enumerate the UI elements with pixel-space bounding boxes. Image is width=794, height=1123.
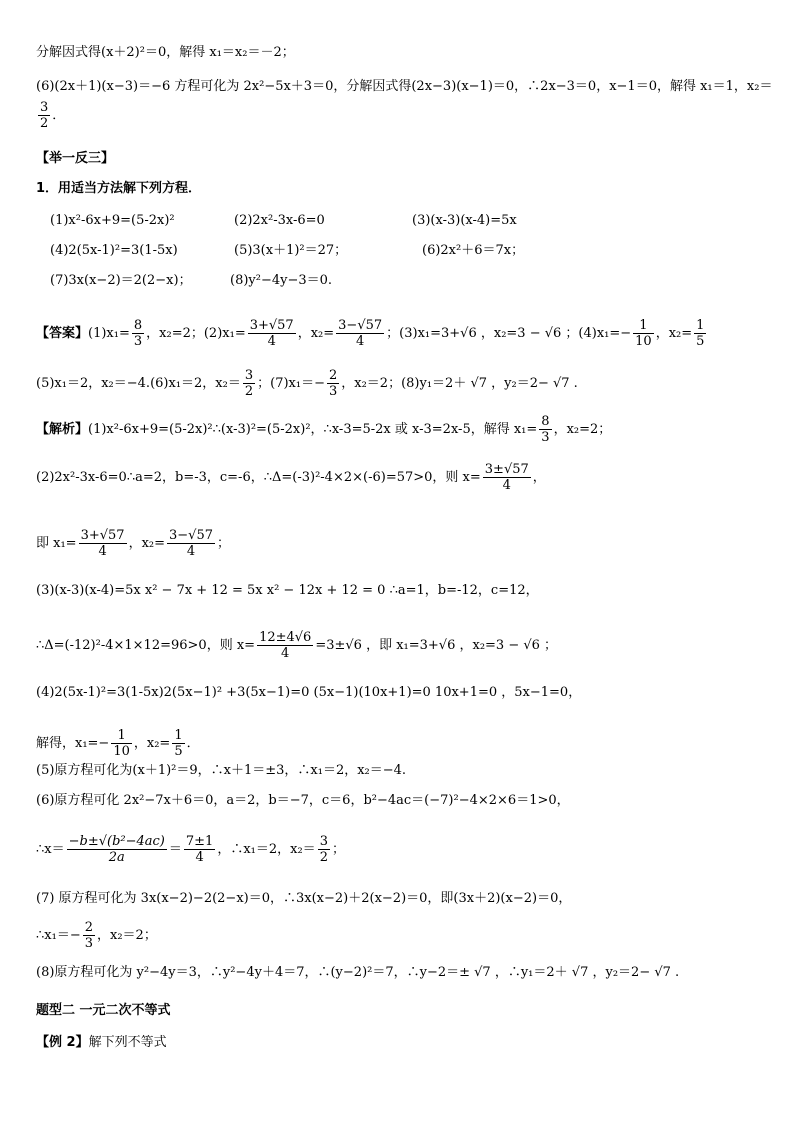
numerator: 1 xyxy=(111,728,132,744)
denominator: 5 xyxy=(696,334,705,349)
denominator: 4 xyxy=(356,334,365,349)
text: ，x₂=2； xyxy=(553,422,612,437)
numerator: 3−√57 xyxy=(338,318,383,333)
text: 解下列不等式 xyxy=(88,1035,167,1050)
numerator: 3 xyxy=(244,368,254,383)
problem: (2)2x²-3x-6=0 xyxy=(234,213,325,228)
text: (2)2x²-3x-6=0∴a=2，b=-3，c=-6，∴Δ=(-3)²-4×2×(-6)=57>0，则 x= xyxy=(36,470,481,485)
denominator: 4 xyxy=(195,850,204,865)
numerator: 12±4√6 xyxy=(259,630,312,645)
denominator: 2 xyxy=(319,850,328,865)
denominator: 4 xyxy=(267,334,276,349)
text: ． xyxy=(52,108,66,123)
denominator: 10 xyxy=(635,334,652,349)
denominator: 3 xyxy=(133,334,143,349)
denominator: 4 xyxy=(98,544,107,559)
numerator: 3+√57 xyxy=(80,528,125,543)
denominator: 4 xyxy=(186,544,196,559)
text: ，x₂= xyxy=(297,326,335,341)
solution-line: (6)原方程可化 2x²−7x＋6＝0，a＝2，b＝−7，c＝6，b²−4ac＝(−7)²−4×2×6＝1>0， xyxy=(36,793,570,808)
solution-line xyxy=(36,462,546,493)
denominator: 5 xyxy=(174,744,183,759)
text: 即 x₁= xyxy=(36,536,77,551)
text: (1)x²-6x+9=(5-2x)²∴(x-3)²=(5-2x)²，∴x-3=5-2x 或 x-3=2x-5，解得 x₁= xyxy=(88,422,538,437)
solution-line: (3)(x-3)(x-4)=5x x² − 7x + 12 = 5x x² − 12x + 12 = 0 ∴a=1，b=-12，c=12， xyxy=(36,583,539,598)
text: ，x₂=2；(2)x₁= xyxy=(146,326,246,341)
fraction-line xyxy=(36,100,65,131)
solution-line xyxy=(36,920,157,951)
text: ，x₂= xyxy=(133,736,171,751)
text: ＝ xyxy=(168,842,182,857)
denominator: 3 xyxy=(84,936,93,951)
text: ∴Δ=(-12)²-4×1×12=96>0，则 x= xyxy=(36,638,256,653)
solution-line: (5)原方程可化为(x＋1)²＝9，∴x＋1＝±3，∴x₁＝2，x₂＝−4. xyxy=(36,763,407,778)
numerator: 2 xyxy=(84,920,93,935)
denominator: 4 xyxy=(502,478,511,493)
solution-label: 【解析】 xyxy=(36,422,89,437)
denominator: 2 xyxy=(244,384,254,399)
text: ． xyxy=(186,736,200,751)
solution-line xyxy=(36,528,230,559)
problem: (6)2x²＋6＝7x； xyxy=(422,243,525,258)
numerator: 1 xyxy=(174,728,183,743)
text: ；(7)x₁＝− xyxy=(257,376,325,391)
denominator: 3 xyxy=(328,384,338,399)
text: ， xyxy=(532,470,546,485)
problem: (1)x²-6x+9=(5-2x)² xyxy=(50,213,175,228)
answer-label: 【答案】 xyxy=(36,326,89,341)
text: (1)x₁= xyxy=(88,326,130,341)
numerator: 3+√57 xyxy=(249,318,294,333)
text: ∴x₁＝− xyxy=(36,928,81,943)
numerator: 3±√57 xyxy=(484,462,529,477)
text: ，x₂= xyxy=(128,536,166,551)
text: ，∴x₁＝2，x₂＝ xyxy=(217,842,316,857)
text: ；(3)x₁=3+√6 ，x₂=3 − √6 ；(4)x₁=− xyxy=(386,326,632,341)
text: ，x₂＝2；(8)y₁＝2＋ √7 ，y₂＝2− √7 . xyxy=(341,376,578,391)
text: ； xyxy=(331,842,345,857)
denominator: 4 xyxy=(281,646,290,661)
text: 解得，x₁=− xyxy=(36,736,110,751)
solution-line: (8)原方程可化为 y²−4y＝3，∴y²−4y＋4＝7，∴(y−2)²＝7，∴y−2＝± √7 ，∴y₁＝2＋ √7 ，y₂＝2− √7 . xyxy=(36,965,680,980)
text: ，x₂= xyxy=(655,326,693,341)
text-line: (6)(2x＋1)(x−3)＝−6 方程可化为 2x²−5x＋3＝0，分解因式得(2x−3)(x−1)＝0，∴2x−3＝0，x−1＝0，解得 x₁＝1，x₂＝ xyxy=(36,79,773,94)
answer-line xyxy=(36,368,578,399)
answer-line xyxy=(36,318,708,349)
numerator: 3−√57 xyxy=(169,528,214,543)
problem: (4)2(5x-1)²=3(1-5x) xyxy=(50,243,178,258)
solution-line xyxy=(36,834,345,865)
solution-line xyxy=(36,728,200,759)
section-heading: 【举一反三】 xyxy=(36,151,115,166)
text: ； xyxy=(217,536,231,551)
text: ∴x＝ xyxy=(36,842,65,857)
numerator: 8 xyxy=(133,318,143,333)
problem: (8)y²−4y−3＝0. xyxy=(230,273,333,288)
problem: (7)3x(x−2)＝2(2−x)； xyxy=(50,273,192,288)
text: (5)x₁＝2，x₂＝−4.(6)x₁＝2，x₂＝ xyxy=(36,376,241,391)
denominator: 10 xyxy=(113,744,130,759)
solution-line: (7) 原方程可化为 3x(x−2)−2(2−x)＝0，∴3x(x−2)＋2(x−2)＝0，即(3x＋2)(x−2)＝0， xyxy=(36,891,572,906)
numerator: 3 xyxy=(319,834,328,849)
text-line: 分解因式得(x＋2)²＝0，解得 x₁＝x₂＝－2； xyxy=(36,45,295,60)
numerator: 1 xyxy=(696,318,705,333)
text: ，x₂＝2； xyxy=(97,928,157,943)
question: 1．用适当方法解下列方程． xyxy=(36,181,202,196)
solution-line xyxy=(36,630,557,661)
numerator: 8 xyxy=(541,414,550,429)
section-heading: 题型二 一元二次不等式 xyxy=(36,1003,171,1018)
example-line xyxy=(36,1034,167,1052)
text: =3±√6 ，即 x₁=3+√6 ，x₂=3 − √6 ； xyxy=(315,638,558,653)
numerator: 2 xyxy=(328,368,338,383)
denominator: 2a xyxy=(108,850,125,865)
problem: (3)(x-3)(x-4)=5x xyxy=(412,213,517,228)
solution-line xyxy=(36,414,611,445)
example-label: 【例 2】 xyxy=(36,1035,89,1050)
numerator: 3 xyxy=(40,100,49,115)
numerator: −b±√(b²−4ac) xyxy=(68,834,165,849)
numerator: 7±1 xyxy=(185,834,214,849)
denominator: 2 xyxy=(40,116,49,131)
denominator: 3 xyxy=(541,430,550,445)
solution-line: (4)2(5x-1)²=3(1-5x)2(5x−1)² +3(5x−1)=0 (5x−1)(10x+1)=0 10x+1=0 ，5x−1=0， xyxy=(36,685,582,700)
numerator: 1 xyxy=(633,318,654,334)
problem: (5)3(x＋1)²＝27； xyxy=(234,243,348,258)
